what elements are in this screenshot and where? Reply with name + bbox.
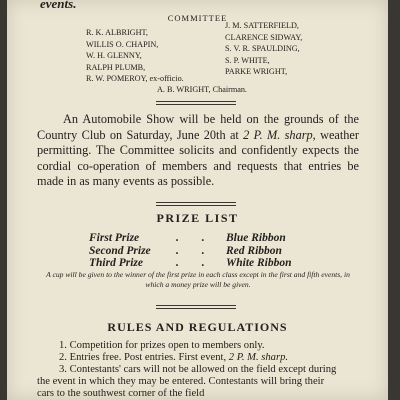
- announcement-paragraph: [37, 112, 359, 190]
- rule-text: cars to the southwest corner of the field: [37, 388, 205, 399]
- prize-award: White Ribbon: [226, 257, 292, 269]
- cup-note: A cup will be given to the winner of the first prize in each class except in the first and fifth events, in which a money prize will be given.: [46, 270, 350, 289]
- announcement-time: 2 P. M. sharp,: [243, 127, 316, 142]
- rule-text: Entries free. Post entries. First event,: [69, 352, 229, 363]
- committee-member: WILLIS O. CHAPIN,: [86, 39, 159, 49]
- rule-text: Contestants' cars will not be allowed on the field except during: [69, 364, 337, 375]
- section-divider: [156, 305, 236, 309]
- prize-place: First Prize: [89, 232, 140, 244]
- prize-row: [89, 232, 286, 244]
- prize-award: Blue Ribbon: [226, 232, 286, 244]
- prize-leader-dots: . .: [176, 257, 215, 269]
- rule-time: 2 P. M. sharp.: [228, 352, 289, 363]
- section-divider: [156, 202, 236, 206]
- committee-chairman: A. B. WRIGHT, Chairman.: [157, 85, 247, 94]
- committee-member: S. V. R. SPAULDING,: [225, 44, 300, 53]
- announcement-text-1: An Automobile Show will be held on the grounds of the Country Club on Saturday, June 20th at: [37, 112, 359, 142]
- rules-title: RULES AND REGULATIONS: [107, 320, 288, 334]
- committee-member: S. P. WHITE,: [225, 55, 270, 65]
- rule-number: 1.: [59, 340, 67, 351]
- rule-number: 3.: [59, 364, 67, 375]
- prize-place: Second Prize: [89, 245, 151, 257]
- prize-row: [89, 257, 292, 269]
- prize-list-title: PRIZE LIST: [156, 211, 239, 225]
- prize-award: Red Ribbon: [226, 245, 282, 257]
- prize-row: [89, 245, 282, 257]
- committee-member: PARKE WRIGHT,: [225, 67, 288, 76]
- rule-text: Competition for prizes open to members only.: [69, 340, 265, 351]
- previous-page-fragment: events.: [40, 0, 77, 11]
- prize-leader-dots: . .: [176, 232, 215, 244]
- committee-member: R. W. POMEROY, ex-officio.: [86, 74, 184, 83]
- announcement-text-2: weather permitting. The Committee solicits and confidently expects the cordial co-operation of members and requests that entries be made in as many events as possible.: [37, 127, 359, 189]
- committee-left-column: [86, 27, 184, 85]
- prize-place: Third Prize: [89, 257, 143, 269]
- rule-text: the event in which they may be entered. Contestants will bring their: [37, 376, 325, 387]
- rule-item: [37, 387, 367, 400]
- prize-leader-dots: . .: [176, 245, 215, 257]
- committee-member: CLARENCE SIDWAY,: [225, 32, 303, 42]
- program-page: [7, 0, 388, 400]
- rule-number: 2.: [59, 352, 67, 363]
- committee-member: J. M. SATTERFIELD,: [225, 21, 299, 30]
- committee-heading: COMMITTEE: [167, 13, 228, 23]
- committee-right-column: [225, 20, 302, 78]
- committee-member: R. K. ALBRIGHT,: [86, 28, 148, 37]
- section-divider: [156, 101, 236, 105]
- committee-member: W. H. GLENNY,: [86, 51, 142, 60]
- committee-member: RALPH PLUMB,: [86, 62, 146, 72]
